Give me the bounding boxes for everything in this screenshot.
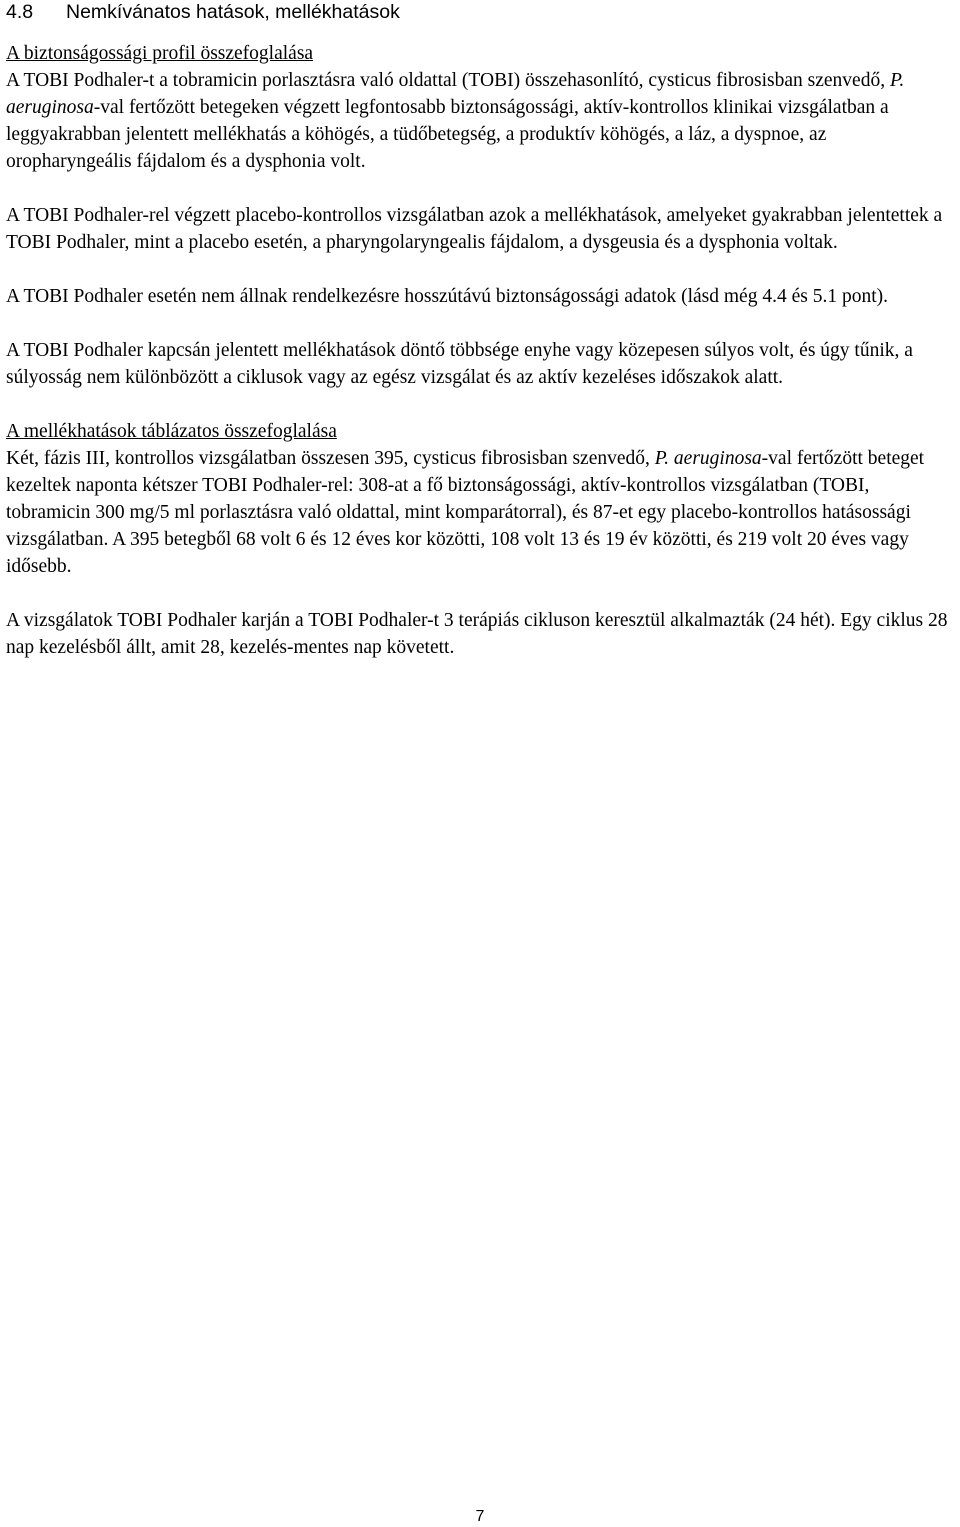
text-run: A TOBI Podhaler-t a tobramicin porlasztásra való oldattal (TOBI) összehasonlító, cysticus fibrosisban szenvedő,	[6, 70, 890, 91]
text-run: Két, fázis III, kontrollos vizsgálatban összesen 395, cysticus fibrosisban szenvedő,	[6, 448, 655, 469]
safety-profile-paragraph-3: A TOBI Podhaler esetén nem állnak rendelkezésre hosszútávú biztonságossági adatok (lásd még 4.4 és 5.1 pont).	[6, 286, 888, 307]
italic-organism: P. aeruginosa	[654, 448, 762, 469]
section-number: 4.8	[6, 1, 34, 23]
tabular-summary-paragraph-2: A vizsgálatok TOBI Podhaler karján a TOBI Podhaler-t 3 terápiás cikluson keresztül alkalmazták (24 hét). Egy ciklus 28 nap kezelésből állt, amit 28, kezelés-mentes nap követett.	[6, 610, 948, 658]
tabular-summary-paragraph-1	[6, 445, 956, 580]
page-number: 7	[475, 1508, 485, 1525]
safety-profile-paragraph-4: A TOBI Podhaler kapcsán jelentett mellékhatások döntő többsége enyhe vagy közepesen súlyos volt, és úgy tűnik, a súlyosság nem különbözött a ciklusok vagy az egész vizsgálat és az aktív kezeléses időszakok alatt.	[6, 340, 913, 388]
safety-profile-paragraph-1	[6, 67, 956, 175]
document-page	[6, 0, 956, 661]
safety-profile-subtitle: A biztonságossági profil összefoglalása	[6, 43, 314, 64]
tabular-summary-subtitle: A mellékhatások táblázatos összefoglalása	[6, 421, 337, 442]
section-heading	[6, 0, 956, 24]
safety-profile-paragraph-2: A TOBI Podhaler-rel végzett placebo-kontrollos vizsgálatban azok a mellékhatások, amelyeket gyakrabban jelentettek a TOBI Podhaler, mint a placebo esetén, a pharyngolaryngealis fájdalom, a dysgeusia és a dysphonia voltak.	[6, 205, 943, 253]
text-run: -val fertőzött betegeken végzett legfontosabb biztonságossági, aktív-kontrollos klinikai vizsgálatban a leggyakrabban jelentett mellékhatás a köhögés, a tüdőbetegség, a produktív köhögés, a láz, a dyspnoe, az oropharyngeális fájdalom és a dysphonia volt.	[6, 97, 889, 172]
text-run: -val fertőzött beteget kezeltek naponta kétszer TOBI Podhaler-rel: 308-at a fő biztonságossági, aktív-kontrollos vizsgálatban (TOBI, tobramicin 300 mg/5 ml porlasztásra való oldattal, mint komparátorral), és 87-et egy placebo-kontrollos hatásossági vizsgálatban. A 395 betegből 68 volt 6 és 12 éves kor közötti, 108 volt 13 és 19 év közötti, és 219 volt 20 éves vagy idősebb.	[6, 448, 925, 577]
section-title: Nemkívánatos hatások, mellékhatások	[66, 1, 400, 23]
italic-organism: P. aeruginosa	[6, 70, 905, 118]
